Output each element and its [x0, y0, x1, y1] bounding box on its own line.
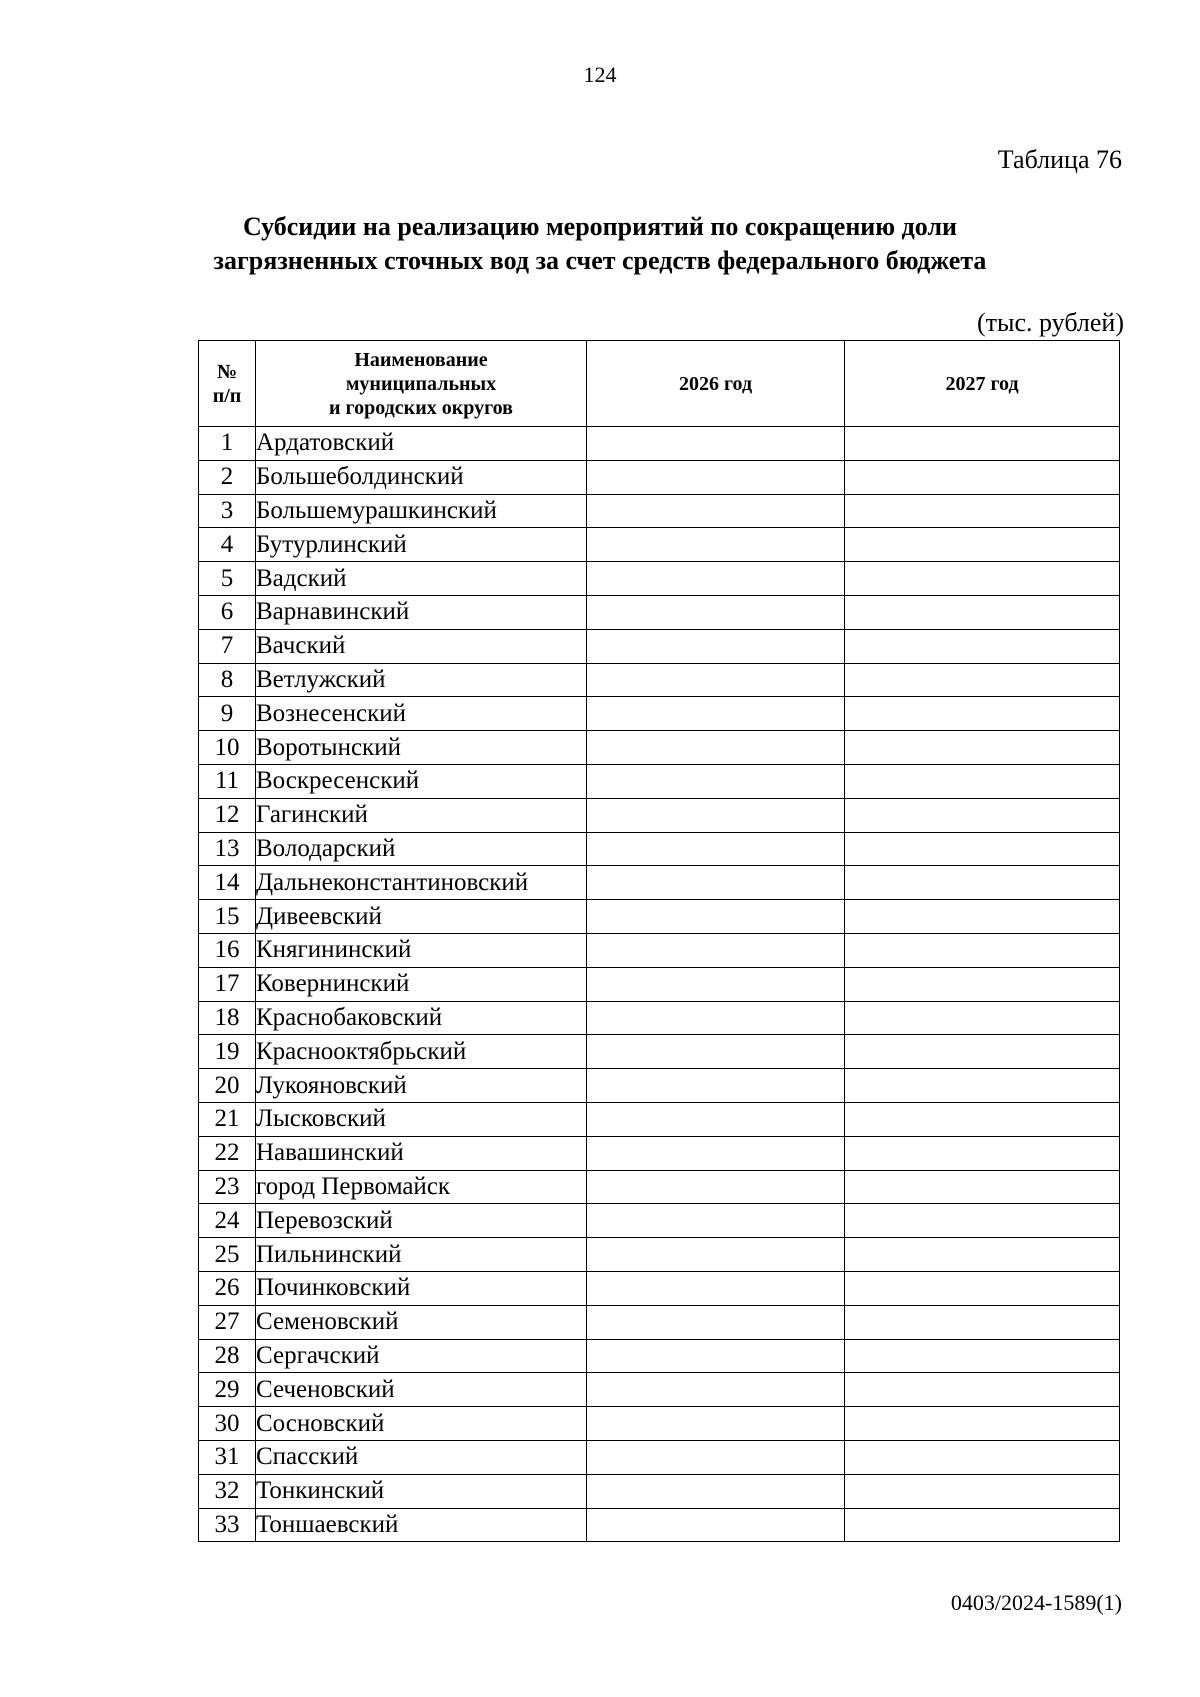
district-name-cell: Спасский — [256, 1440, 587, 1474]
district-name-cell: Краснооктябрьский — [256, 1035, 587, 1069]
value-2026-cell — [587, 764, 845, 798]
row-number-cell: 28 — [199, 1339, 256, 1373]
value-2027-cell — [845, 764, 1120, 798]
page-number: 124 — [583, 62, 617, 87]
district-name-cell: Дальнеконстантиновский — [256, 866, 587, 900]
header-num-line: п/п — [212, 384, 242, 407]
table-row — [199, 1069, 1120, 1103]
district-name-cell: Сергачский — [256, 1339, 587, 1373]
row-number-cell: 11 — [199, 764, 256, 798]
value-2027-cell — [845, 1271, 1120, 1305]
row-number-cell: 6 — [199, 595, 256, 629]
value-2027-cell — [845, 427, 1120, 461]
value-2027-cell — [845, 1069, 1120, 1103]
district-name-cell: Воротынский — [256, 731, 587, 765]
header-name-line: муниципальных — [345, 372, 497, 395]
value-2027-cell — [845, 1474, 1120, 1508]
row-number-cell: 27 — [199, 1305, 256, 1339]
row-number-cell: 3 — [199, 494, 256, 528]
table-row — [199, 764, 1120, 798]
row-number-cell: 21 — [199, 1102, 256, 1136]
value-2026-cell — [587, 1508, 845, 1542]
value-2027-cell — [845, 1102, 1120, 1136]
row-number-cell: 33 — [199, 1508, 256, 1542]
value-2026-cell — [587, 1001, 845, 1035]
row-number-cell: 31 — [199, 1440, 256, 1474]
document-code: 0403/2024-1589(1) — [950, 1590, 1122, 1615]
value-2027-cell — [845, 629, 1120, 663]
district-name-cell: Краснобаковский — [256, 1001, 587, 1035]
value-2027-cell — [845, 866, 1120, 900]
document-title-line: Субсидии на реализацию мероприятий по сокращению доли — [242, 212, 958, 241]
row-number-cell: 5 — [199, 562, 256, 596]
value-2027-cell — [845, 832, 1120, 866]
value-2027-cell — [845, 1339, 1120, 1373]
table-row — [199, 1474, 1120, 1508]
table-row — [199, 494, 1120, 528]
value-2026-cell — [587, 866, 845, 900]
value-2026-cell — [587, 1373, 845, 1407]
table-row — [199, 427, 1120, 461]
value-2026-cell — [587, 1035, 845, 1069]
value-2027-cell — [845, 1001, 1120, 1035]
district-name-cell: Ковернинский — [256, 967, 587, 1001]
row-number-cell: 20 — [199, 1069, 256, 1103]
value-2026-cell — [587, 663, 845, 697]
value-2027-cell — [845, 697, 1120, 731]
row-number-cell: 2 — [199, 460, 256, 494]
table-row — [199, 1204, 1120, 1238]
value-2027-cell — [845, 494, 1120, 528]
header-num-line: № — [216, 360, 238, 383]
district-name-cell: Лысковский — [256, 1102, 587, 1136]
table-header — [199, 341, 1120, 427]
value-2027-cell — [845, 1238, 1120, 1272]
table-row — [199, 663, 1120, 697]
district-name-cell: Вачский — [256, 629, 587, 663]
value-2027-cell — [845, 1204, 1120, 1238]
table-header-row — [199, 341, 1120, 427]
district-name-cell: Сеченовский — [256, 1373, 587, 1407]
row-number-cell: 29 — [199, 1373, 256, 1407]
table-row — [199, 1407, 1120, 1441]
table-row — [199, 900, 1120, 934]
table-row — [199, 1271, 1120, 1305]
value-2026-cell — [587, 1238, 845, 1272]
row-number-cell: 17 — [199, 967, 256, 1001]
district-name-cell: Вознесенский — [256, 697, 587, 731]
district-name-cell: Починковский — [256, 1271, 587, 1305]
value-2026-cell — [587, 427, 845, 461]
row-number-cell: 15 — [199, 900, 256, 934]
value-2027-cell — [845, 1170, 1120, 1204]
district-name-cell: Лукояновский — [256, 1069, 587, 1103]
value-2026-cell — [587, 1339, 845, 1373]
document-title — [0, 210, 1200, 278]
value-2026-cell — [587, 1407, 845, 1441]
row-number-cell: 9 — [199, 697, 256, 731]
row-number-cell: 18 — [199, 1001, 256, 1035]
table-row — [199, 1238, 1120, 1272]
value-2027-cell — [845, 562, 1120, 596]
value-2026-cell — [587, 731, 845, 765]
district-name-cell: Вадский — [256, 562, 587, 596]
row-number-cell: 25 — [199, 1238, 256, 1272]
row-number-cell: 13 — [199, 832, 256, 866]
district-name-cell: Тоншаевский — [256, 1508, 587, 1542]
row-number-cell: 16 — [199, 933, 256, 967]
value-2026-cell — [587, 629, 845, 663]
table-row — [199, 967, 1120, 1001]
table-row — [199, 866, 1120, 900]
table-row — [199, 1001, 1120, 1035]
table-row — [199, 697, 1120, 731]
header-year-2026: 2026 год — [587, 341, 845, 427]
table-row — [199, 798, 1120, 832]
row-number-cell: 32 — [199, 1474, 256, 1508]
document-title-line: загрязненных сточных вод за счет средств федерального бюджета — [213, 246, 987, 275]
table-row — [199, 933, 1120, 967]
row-number-cell: 10 — [199, 731, 256, 765]
value-2026-cell — [587, 528, 845, 562]
value-2027-cell — [845, 1508, 1120, 1542]
table-body — [199, 427, 1120, 1542]
table-row — [199, 1508, 1120, 1542]
district-name-cell: Воскресенский — [256, 764, 587, 798]
row-number-cell: 19 — [199, 1035, 256, 1069]
district-name-cell: Семеновский — [256, 1305, 587, 1339]
table-row — [199, 1136, 1120, 1170]
value-2027-cell — [845, 528, 1120, 562]
row-number-cell: 8 — [199, 663, 256, 697]
value-2027-cell — [845, 595, 1120, 629]
row-number-cell: 12 — [199, 798, 256, 832]
value-2026-cell — [587, 933, 845, 967]
value-2026-cell — [587, 1170, 845, 1204]
row-number-cell: 24 — [199, 1204, 256, 1238]
header-name — [256, 341, 587, 427]
value-2027-cell — [845, 967, 1120, 1001]
row-number-cell: 26 — [199, 1271, 256, 1305]
table-row — [199, 595, 1120, 629]
table-row — [199, 629, 1120, 663]
value-2027-cell — [845, 1035, 1120, 1069]
value-2027-cell — [845, 460, 1120, 494]
table-row — [199, 1035, 1120, 1069]
district-name-cell: Ветлужский — [256, 663, 587, 697]
header-year-2027: 2027 год — [845, 341, 1120, 427]
units-note: (тыс. рублей) — [976, 308, 1124, 337]
district-name-cell: Перевозский — [256, 1204, 587, 1238]
value-2026-cell — [587, 832, 845, 866]
row-number-cell: 4 — [199, 528, 256, 562]
value-2027-cell — [845, 1440, 1120, 1474]
row-number-cell: 23 — [199, 1170, 256, 1204]
table-label: Таблица 76 — [997, 145, 1122, 174]
district-name-cell: Ардатовский — [256, 427, 587, 461]
value-2027-cell — [845, 1305, 1120, 1339]
table-row — [199, 1305, 1120, 1339]
district-name-cell: Гагинский — [256, 798, 587, 832]
table-row — [199, 731, 1120, 765]
table-row — [199, 1170, 1120, 1204]
district-name-cell: город Первомайск — [256, 1170, 587, 1204]
district-name-cell: Большемурашкинский — [256, 494, 587, 528]
value-2027-cell — [845, 731, 1120, 765]
value-2027-cell — [845, 1136, 1120, 1170]
district-name-cell: Дивеевский — [256, 900, 587, 934]
row-number-cell: 30 — [199, 1407, 256, 1441]
value-2027-cell — [845, 663, 1120, 697]
district-name-cell: Княгининский — [256, 933, 587, 967]
value-2026-cell — [587, 697, 845, 731]
header-name-line: и городских округов — [329, 396, 513, 419]
row-number-cell: 1 — [199, 427, 256, 461]
value-2027-cell — [845, 933, 1120, 967]
value-2027-cell — [845, 1373, 1120, 1407]
table-row — [199, 1102, 1120, 1136]
value-2026-cell — [587, 1136, 845, 1170]
value-2026-cell — [587, 595, 845, 629]
table-row — [199, 460, 1120, 494]
district-name-cell: Тонкинский — [256, 1474, 587, 1508]
value-2026-cell — [587, 1204, 845, 1238]
table-row — [199, 1373, 1120, 1407]
value-2026-cell — [587, 1305, 845, 1339]
subsidies-table — [198, 340, 1120, 1542]
row-number-cell: 22 — [199, 1136, 256, 1170]
table-row — [199, 1339, 1120, 1373]
value-2027-cell — [845, 900, 1120, 934]
value-2026-cell — [587, 562, 845, 596]
value-2027-cell — [845, 1407, 1120, 1441]
district-name-cell: Володарский — [256, 832, 587, 866]
district-name-cell: Пильнинский — [256, 1238, 587, 1272]
value-2026-cell — [587, 1271, 845, 1305]
value-2027-cell — [845, 798, 1120, 832]
value-2026-cell — [587, 1474, 845, 1508]
value-2026-cell — [587, 900, 845, 934]
table-row — [199, 1440, 1120, 1474]
table-row — [199, 562, 1120, 596]
district-name-cell: Навашинский — [256, 1136, 587, 1170]
value-2026-cell — [587, 460, 845, 494]
header-name-line: Наименование — [354, 348, 488, 371]
value-2026-cell — [587, 967, 845, 1001]
header-num — [199, 341, 256, 427]
value-2026-cell — [587, 798, 845, 832]
row-number-cell: 14 — [199, 866, 256, 900]
table-row — [199, 832, 1120, 866]
value-2026-cell — [587, 1440, 845, 1474]
district-name-cell: Сосновский — [256, 1407, 587, 1441]
row-number-cell: 7 — [199, 629, 256, 663]
district-name-cell: Большеболдинский — [256, 460, 587, 494]
district-name-cell: Варнавинский — [256, 595, 587, 629]
district-name-cell: Бутурлинский — [256, 528, 587, 562]
value-2026-cell — [587, 1069, 845, 1103]
value-2026-cell — [587, 1102, 845, 1136]
table-row — [199, 528, 1120, 562]
value-2026-cell — [587, 494, 845, 528]
